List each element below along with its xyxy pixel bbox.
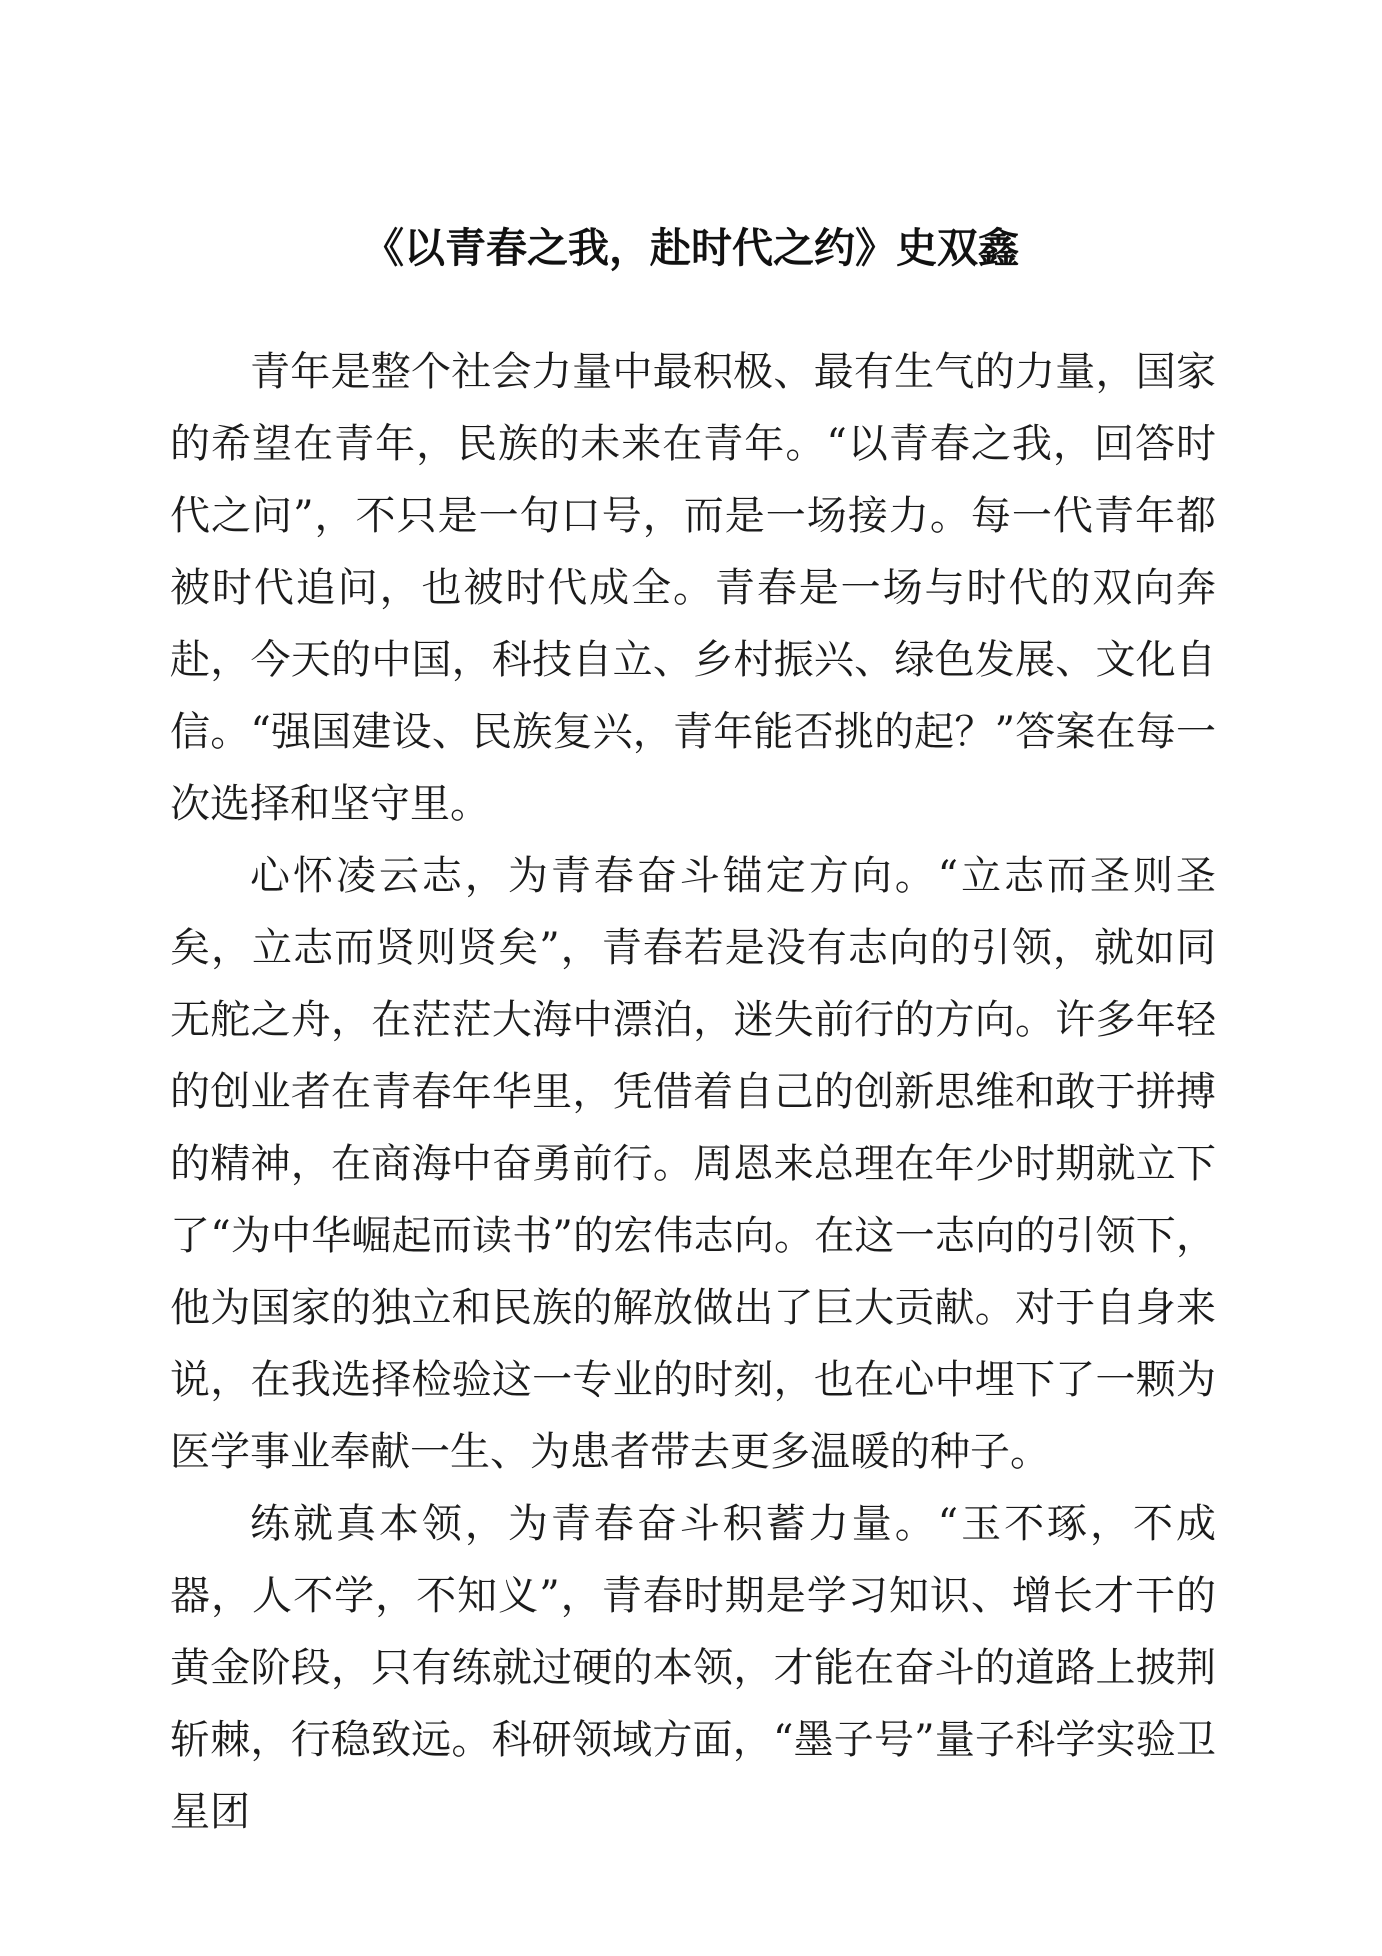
document-title: 《以青春之我，赴时代之约》史双鑫: [363, 224, 1019, 272]
paragraph-1: 青年是整个社会力量中最积极、最有生气的力量，国家的希望在青年，民族的未来在青年。“以青春之我，回答时代之问”，不只是一句口号，而是一场接力。每一代青年都被时代追问，也被时代成全。青春是一场与时代的双向奔赴，今天的中国，科技自立、乡村振兴、绿色发展、文化自信。“强国建设、民族复兴，青年能否挑的起？”答案在每一次选择和坚守里。: [170, 349, 1216, 827]
paragraph-3: 练就真本领，为青春奋斗积蓄力量。“玉不琢，不成器，人不学，不知义”，青春时期是学习知识、增长才干的黄金阶段，只有练就过硬的本领，才能在奋斗的道路上披荆斩棘，行稳致远。科研领域方面，“墨子号”量子科学实验卫星团: [170, 1501, 1216, 1835]
paragraph-2: 心怀凌云志，为青春奋斗锚定方向。“立志而圣则圣矣，立志而贤则贤矣”，青春若是没有志向的引领，就如同无舵之舟，在茫茫大海中漂泊，迷失前行的方向。许多年轻的创业者在青春年华里，凭借着自己的创新思维和敢于拼搏的精神，在商海中奋勇前行。周恩来总理在年少时期就立下了“为中华崛起而读书”的宏伟志向。在这一志向的引领下，他为国家的独立和民族的解放做出了巨大贡献。对于自身来说，在我选择检验这一专业的时刻，也在心中埋下了一颗为医学事业奉献一生、为患者带去更多温暖的种子。: [170, 853, 1216, 1475]
document-body: [170, 336, 1216, 1848]
